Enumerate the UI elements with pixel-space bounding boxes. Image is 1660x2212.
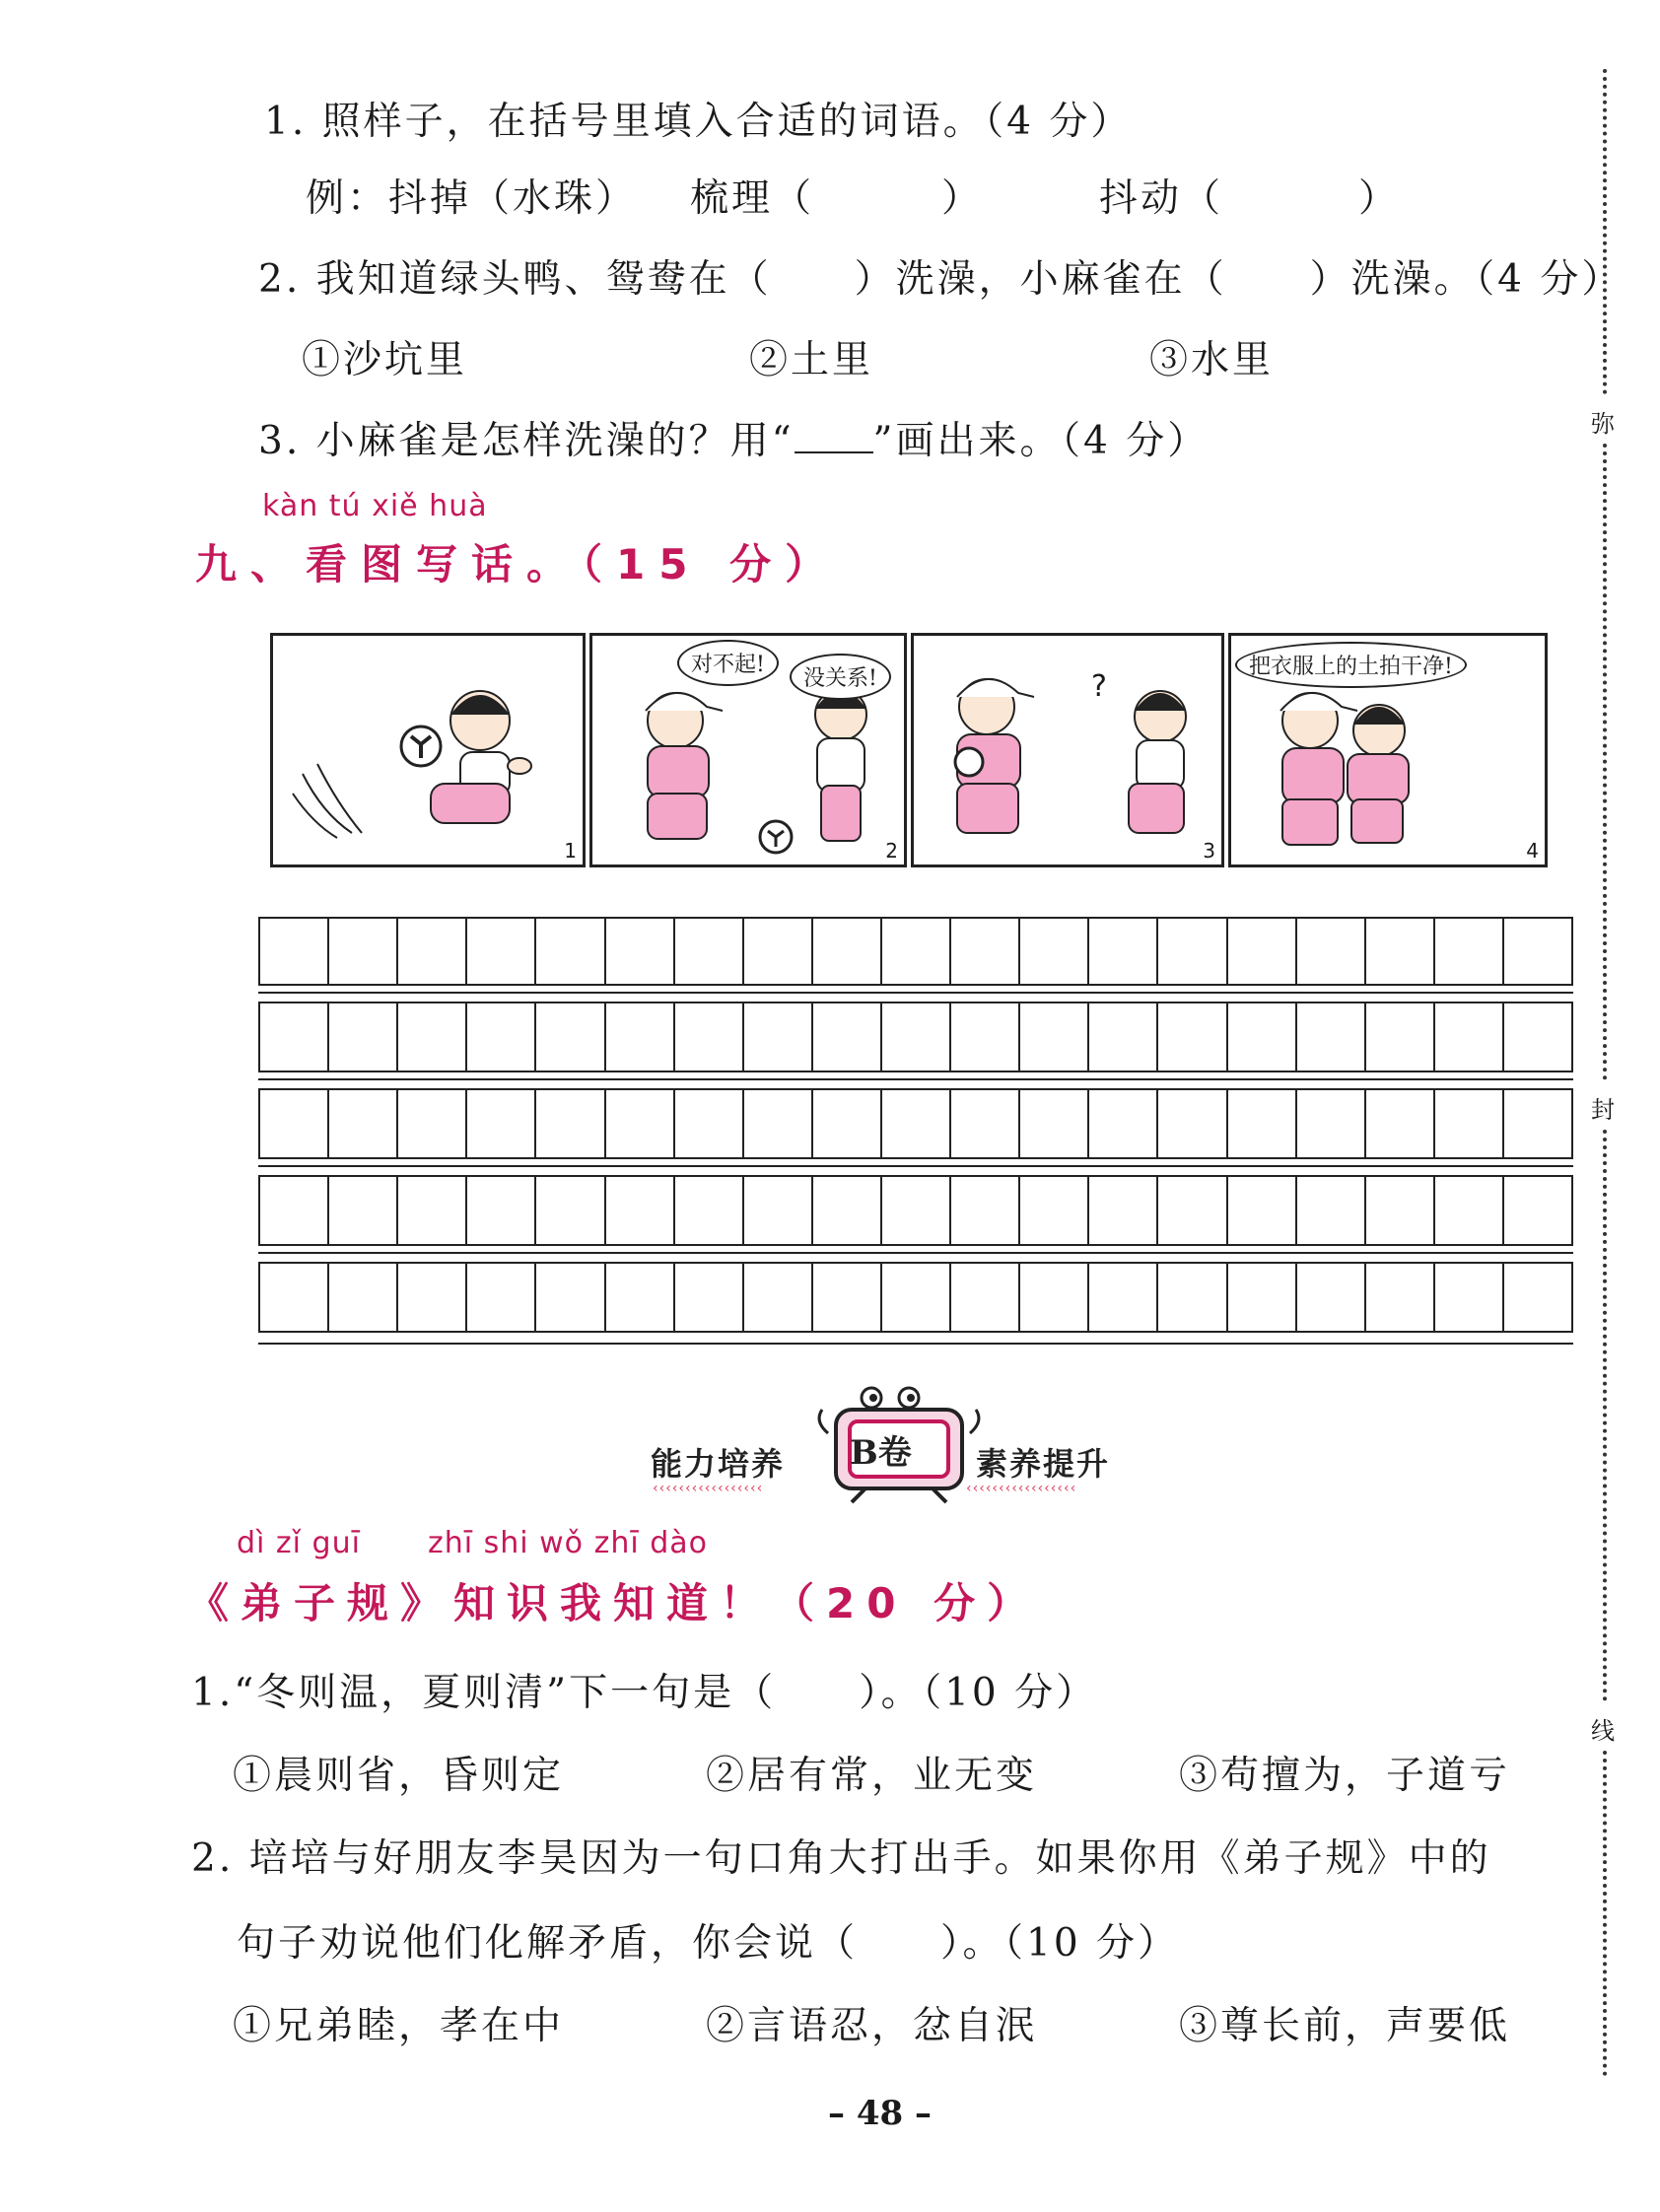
question-8-2: 2. 我知道绿头鸭、鸳鸯在（ ）洗澡，小麻雀在（ ）洗澡。（4 分） [258, 257, 1624, 302]
panel-number: 4 [1526, 839, 1539, 863]
comic-panel-4 [1228, 633, 1548, 867]
comic-panel-3 [911, 633, 1224, 867]
seal-char-1: 弥 [1591, 410, 1615, 438]
seal-char-3: 线 [1591, 1717, 1615, 1745]
writing-grid-row-2[interactable] [258, 1002, 1573, 1072]
panel-number: 2 [885, 839, 898, 863]
question-b-2-option-3: ③尊长前，声要低 [1179, 2004, 1511, 2048]
question-8-1-item-1-close: ） [941, 176, 984, 221]
speech-bubble-no-problem: 没关系! [790, 654, 891, 700]
question-8-3-prefix: 3. 小麻雀是怎样洗澡的？用“ [258, 419, 795, 463]
page-number: – 48 – [828, 2094, 932, 2133]
question-8-3 [258, 410, 1209, 465]
question-8-1: 1. 照样子，在括号里填入合适的词语。（4 分） [264, 100, 1133, 144]
section-b-heading: 《弟子规》知识我知道！（20 分） [187, 1579, 1041, 1627]
grid-separator [258, 1165, 1573, 1167]
section-9-heading: 九、看图写话。（15 分） [195, 540, 841, 588]
grid-separator [258, 992, 1573, 994]
seal-dotted-line [1603, 444, 1607, 1080]
chevron-decoration-right: ‹‹‹‹‹‹‹‹‹‹‹‹‹‹‹‹‹ [966, 1481, 1077, 1496]
writing-grid-row-1[interactable] [258, 917, 1573, 986]
question-8-1-item-1: 梳理（ [690, 176, 815, 221]
speech-bubble-sorry: 对不起! [677, 640, 779, 686]
question-b-2-option-2: ②言语忍，忿自泯 [706, 2004, 1038, 2048]
question-8-1-item-2-close: ） [1358, 176, 1401, 221]
panel-3-illustration [914, 636, 1221, 864]
seal-dotted-line [1603, 1751, 1607, 2076]
grid-separator [258, 1252, 1573, 1254]
writing-grid-row-4[interactable] [258, 1175, 1573, 1246]
question-8-2-option-3: ③水里 [1149, 338, 1275, 382]
seal-char-2: 封 [1591, 1096, 1615, 1124]
banner-right-text: 素养提升 [976, 1445, 1111, 1483]
question-mark: ? [1091, 669, 1107, 704]
chevron-decoration-left: ‹‹‹‹‹‹‹‹‹‹‹‹‹‹‹‹‹ [653, 1481, 764, 1496]
question-8-2-option-2: ②土里 [749, 338, 874, 382]
panel-number: 1 [564, 839, 577, 863]
comic-panel-1 [270, 633, 586, 867]
question-b-2-line-2: 句子劝说他们化解矛盾，你会说（ ）。（10 分） [237, 1921, 1180, 1966]
grid-separator [258, 1078, 1573, 1080]
panel-1-illustration [273, 636, 583, 864]
comic-panel-2 [589, 633, 907, 867]
question-8-1-item-2: 抖动（ [1099, 176, 1224, 221]
question-8-1-example: 例：抖掉（水珠） [306, 176, 638, 221]
question-b-1-option-2: ②居有常，业无变 [706, 1754, 1038, 1798]
question-b-2-option-1: ①兄弟睦，孝在中 [233, 2004, 565, 2048]
section-9-pinyin: kàn tú xiě huà [262, 489, 488, 523]
question-b-1-option-1: ①晨则省，昏则定 [233, 1754, 565, 1798]
banner-left-text: 能力培养 [651, 1445, 786, 1483]
seal-dotted-line [1603, 1130, 1607, 1701]
question-8-3-suffix: ”画出来。（4 分） [872, 419, 1210, 463]
section-b-pinyin-title: dì zǐ guī [237, 1526, 361, 1560]
banner-center-label: B卷 [850, 1433, 912, 1473]
writing-grid-row-5[interactable] [258, 1262, 1573, 1333]
underline-sample [795, 422, 873, 453]
seal-dotted-line [1603, 69, 1607, 394]
panel-number: 3 [1203, 839, 1215, 863]
speech-bubble-dust-off: 把衣服上的土拍干净! [1235, 642, 1467, 688]
question-8-2-option-1: ①沙坑里 [302, 338, 468, 382]
question-b-2-line-1: 2. 培培与好朋友李昊因为一句口角大打出手。如果你用《弟子规》中的 [191, 1836, 1491, 1881]
grid-separator [258, 1343, 1573, 1345]
writing-grid-row-3[interactable] [258, 1088, 1573, 1159]
question-b-1-option-3: ③苟擅为，子道亏 [1179, 1754, 1511, 1798]
question-b-1: 1.“冬则温，夏则清”下一句是（ ）。（10 分） [191, 1671, 1098, 1715]
section-b-pinyin-rest: zhī shi wǒ zhī dào [428, 1526, 708, 1560]
